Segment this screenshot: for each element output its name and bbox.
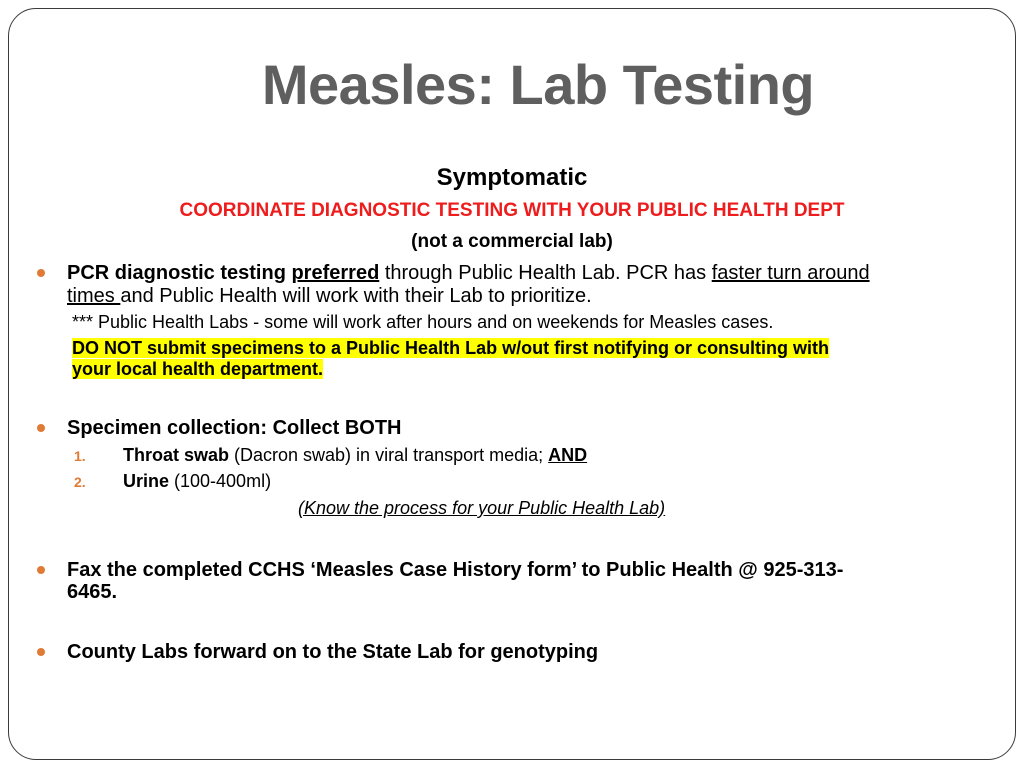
- throat-swab-label: Throat swab: [123, 445, 230, 465]
- bullet-icon: [37, 424, 45, 432]
- know-process-note: (Know the process for your Public Health Lab): [298, 498, 666, 518]
- urine-text: (100-400ml): [169, 471, 272, 491]
- fax-line2: 6465.: [67, 581, 118, 603]
- preferred-text: preferred: [291, 262, 380, 284]
- coordinate-heading: COORDINATE DIAGNOSTIC TESTING WITH YOUR PUBLIC HEALTH DEPT: [179, 200, 845, 221]
- bullet1-line2: [67, 284, 592, 308]
- and-text: AND: [548, 445, 588, 465]
- throat-swab-text: (Dacron swab) in viral transport media;: [229, 445, 549, 465]
- list-number-1: 1.: [74, 448, 86, 464]
- list-number-2: 2.: [74, 474, 86, 490]
- not-commercial-note: (not a commercial lab): [411, 231, 613, 252]
- subtitle-symptomatic: Symptomatic: [436, 164, 588, 191]
- after-hours-note: *** Public Health Labs - some will work after hours and on weekends for Measles cases.: [72, 312, 774, 332]
- pcr-label: PCR diagnostic testing: [67, 262, 292, 284]
- bullet1-text1: through Public Health Lab. PCR has: [379, 262, 712, 284]
- county-labs-text: County Labs forward on to the State Lab for genotyping: [67, 641, 599, 663]
- urine-item: [123, 469, 271, 493]
- bullet1-text2: and Public Health will work with their Lab to prioritize.: [120, 285, 592, 307]
- warning-text1: DO NOT submit specimens to a Public Health Lab w/out first notifying or consulting with: [72, 338, 830, 358]
- urine-label: Urine: [123, 471, 170, 491]
- fax-line1: Fax the completed CCHS ‘Measles Case History form’ to Public Health @ 925-313-: [67, 559, 844, 581]
- times-text: times: [67, 285, 121, 307]
- warning-text2: your local health department.: [72, 359, 324, 379]
- bullet-icon: [37, 269, 45, 277]
- warning-line2: [72, 357, 323, 381]
- throat-swab-item: [123, 443, 587, 467]
- faster-text: faster turn around: [711, 262, 870, 284]
- bullet-icon: [37, 648, 45, 656]
- specimen-collection-label: Specimen collection: Collect BOTH: [67, 417, 402, 439]
- bullet1-line1: [67, 261, 870, 285]
- bullet-icon: [37, 566, 45, 574]
- slide-title: Measles: Lab Testing: [261, 53, 815, 116]
